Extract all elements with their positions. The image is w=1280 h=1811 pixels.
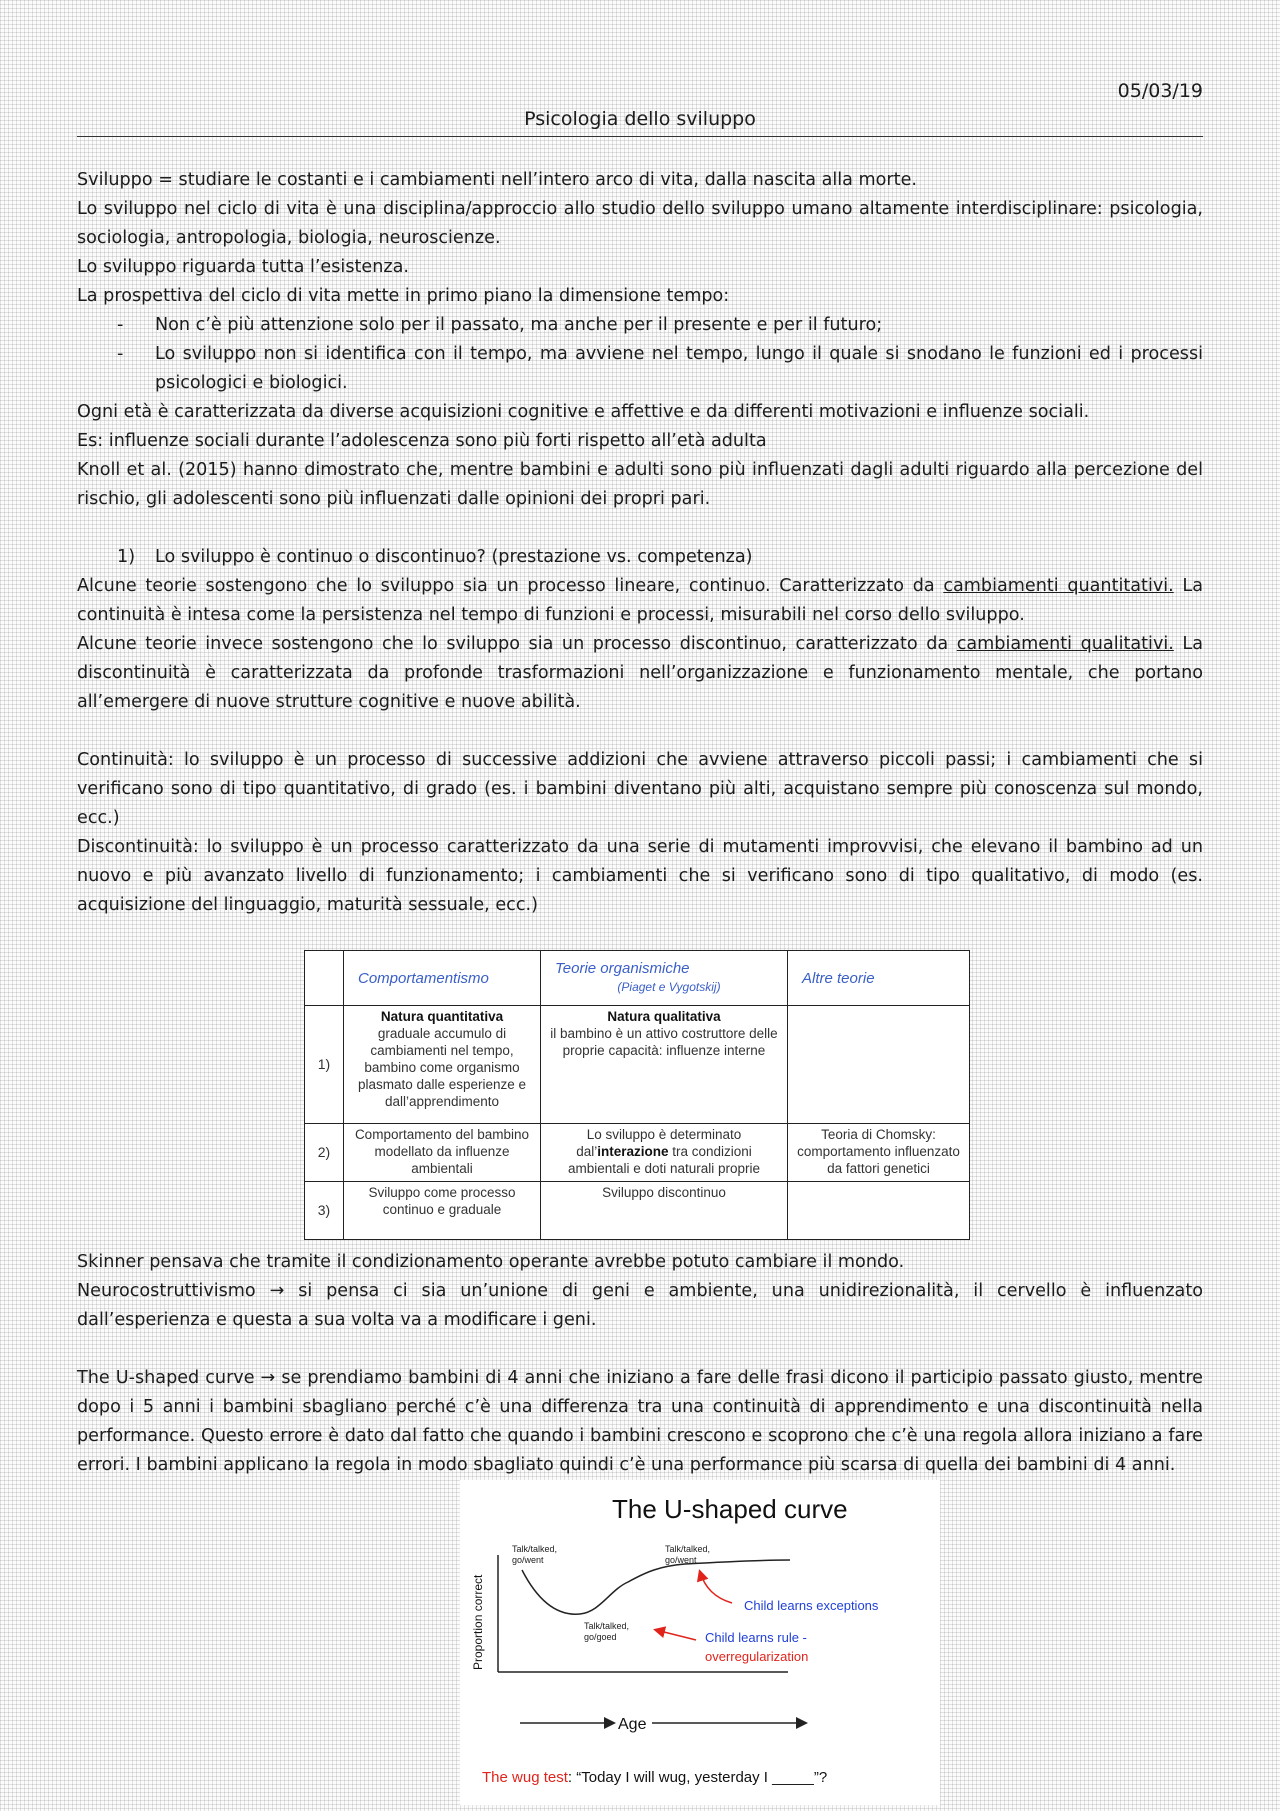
arrow-rule (656, 1630, 696, 1640)
table-cell: Lo sviluppo è determinato dal’interazione tra condizioni ambientali e doti naturali proprie (541, 1124, 788, 1182)
paragraph: Skinner pensava che tramite il condizionamento operante avrebbe potuto cambiare il mondo. (77, 1252, 905, 1272)
text-block-intro (77, 166, 1203, 920)
table-cell: Sviluppo come processo continuo e graduale (344, 1182, 541, 1240)
label-left-2: go/went (512, 1555, 544, 1565)
numbered-question (77, 543, 1203, 572)
paragraph: Lo sviluppo riguarda tutta l’esistenza. (77, 257, 409, 277)
table-cell: Natura quantitativa graduale accumulo di cambiamenti nel tempo, bambino come organismo plasmato dalle esperienze e dall’apprendimento (344, 1006, 541, 1124)
paragraph: Neurocostruttivismo → si pensa ci sia un’unione di geni e ambiente, una unidirezionalità, il cervello è influenzato dall’esperienza e questa a sua volta va a modificare i geni. (77, 1281, 1203, 1330)
table-header: Comportamentismo (344, 951, 541, 1006)
label-dip-1: Talk/talked, (584, 1621, 630, 1631)
paragraph: Alcune teorie sostengono che lo sviluppo sia un processo lineare, continuo. Caratterizzato da cambiamenti quantitativi. La continuità è intesa come la persistenza nel tempo di funzioni e processi, misurabili nel corso dello sviluppo. (77, 576, 1203, 625)
header-divider (77, 136, 1203, 137)
table-cell (788, 1182, 970, 1240)
note-exceptions: Child learns exceptions (744, 1598, 879, 1613)
underlined-term: cambiamenti qualitativi. (956, 634, 1174, 654)
u-shaped-curve-graphic (460, 1480, 940, 1805)
row-number: 1) (305, 1006, 344, 1124)
paragraph: The U-shaped curve → se prendiamo bambini di 4 anni che iniziano a fare delle frasi dicono il participio passato giusto, mentre dopo i 5 anni i bambini sbagliano perché c’è una differenza tra una continuità di apprendimento e una discontinuità nella performance. Questo errore è dato dal fatto che quando i bambini crescono e scoprono che c’è una regola allora iniziano a fare errori. I bambini applicano la regola in modo sbagliato quindi c’è una performance più scarsa di quella dei bambini di 4 anni. (77, 1368, 1203, 1475)
table-header: Altre teorie (788, 951, 970, 1006)
list-item-text: Non c’è più attenzione solo per il passato, ma anche per il presente e per il futuro; (155, 315, 883, 335)
wug-test-caption: The wug test: “Today I will wug, yesterday I _____”? (482, 1769, 828, 1786)
paragraph: Alcune teorie invece sostengono che lo sviluppo sia un processo discontinuo, caratterizzato da cambiamenti qualitativi. La discontinuità è caratterizzata da profonde trasformazioni nell’organizzazione e funzionamento mentale, che portano all’emergere di nuove strutture cognitive e nuove abilità. (77, 634, 1203, 712)
paragraph: Es: influenze sociali durante l’adolescenza sono più forti rispetto all’età adulta (77, 431, 767, 451)
label-left-1: Talk/talked, (512, 1544, 558, 1554)
page-title: Psicologia dello sviluppo (524, 108, 756, 130)
list-item-text: Lo sviluppo non si identifica con il tempo, ma avviene nel tempo, lungo il quale si snodano le funzioni ed i processi psicologici e biologici. (155, 344, 1203, 393)
figure-title: The U-shaped curve (612, 1494, 848, 1524)
paragraph: Discontinuità: lo sviluppo è un processo caratterizzato da una serie di mutamenti improvvisi, che elevano il bambino ad un nuovo e più avanzato livello di funzionamento; i cambiamenti che si verificano sono di tipo qualitativo, di modo (es. acquisizione del linguaggio, maturità sessuale, ecc.) (77, 837, 1203, 915)
list-item (77, 340, 1203, 398)
bullet-marker: - (117, 315, 124, 335)
arrow-exceptions (700, 1572, 732, 1603)
label-right-1: Talk/talked, (665, 1544, 711, 1554)
u-shaped-curve-figure (460, 1480, 940, 1805)
table-row (305, 1124, 970, 1182)
list-item (77, 311, 1203, 340)
underlined-term: cambiamenti quantitativi. (943, 576, 1174, 596)
y-axis-label: Proportion correct (471, 1574, 485, 1670)
paragraph: Sviluppo = studiare le costanti e i cambiamenti nell’intero arco di vita, dalla nascita alla morte. (77, 170, 917, 190)
text-block-theories (77, 1248, 1203, 1480)
paragraph: Lo sviluppo nel ciclo di vita è una disciplina/approccio allo studio dello sviluppo umano altamente interdisciplinare: psicologia, sociologia, antropologia, biologia, neuroscienze. (77, 199, 1203, 248)
paragraph: La prospettiva del ciclo di vita mette in primo piano la dimensione tempo: (77, 286, 730, 306)
note-rule-1: Child learns rule - (705, 1630, 807, 1645)
bullet-marker: - (117, 344, 124, 364)
table-cell (788, 1006, 970, 1124)
page-date: 05/03/19 (1117, 80, 1203, 102)
label-dip-2: go/goed (584, 1632, 617, 1642)
x-axis-label: Age (618, 1716, 647, 1733)
table-cell: Teoria di Chomsky: comportamento influenzato da fattori genetici (788, 1124, 970, 1182)
table-cell: Natura qualitativa il bambino è un attivo costruttore delle proprie capacità: influenze interne (541, 1006, 788, 1124)
table-row (305, 1006, 970, 1124)
table-cell: Sviluppo discontinuo (541, 1182, 788, 1240)
paragraph: Knoll et al. (2015) hanno dimostrato che, mentre bambini e adulti sono più influenzati dagli adulti riguardo alla percezione del rischio, gli adolescenti sono più influenzati dalle opinioni dei propri pari. (77, 460, 1203, 509)
paragraph: Ogni età è caratterizzata da diverse acquisizioni cognitive e affettive e da differenti motivazioni e influenze sociali. (77, 402, 1090, 422)
table-row (305, 1182, 970, 1240)
table-cell: Comportamento del bambino modellato da influenze ambientali (344, 1124, 541, 1182)
note-rule-2: overregularization (705, 1649, 809, 1664)
question-text: Lo sviluppo è continuo o discontinuo? (prestazione vs. competenza) (155, 547, 753, 567)
paragraph: Continuità: lo sviluppo è un processo di successive addizioni che avviene attraverso piccoli passi; i cambiamenti che si verificano sono di tipo quantitativo, di grado (es. i bambini diventano più alti, acquistano sempre più conoscenza sul mondo, ecc.) (77, 750, 1203, 828)
question-number: 1) (117, 547, 136, 567)
row-number: 2) (305, 1124, 344, 1182)
comparison-table (304, 950, 970, 1240)
label-right-2: go/went (665, 1555, 697, 1565)
table-header: Teorie organismiche (Piaget e Vygotskij) (541, 951, 788, 1006)
row-number: 3) (305, 1182, 344, 1240)
